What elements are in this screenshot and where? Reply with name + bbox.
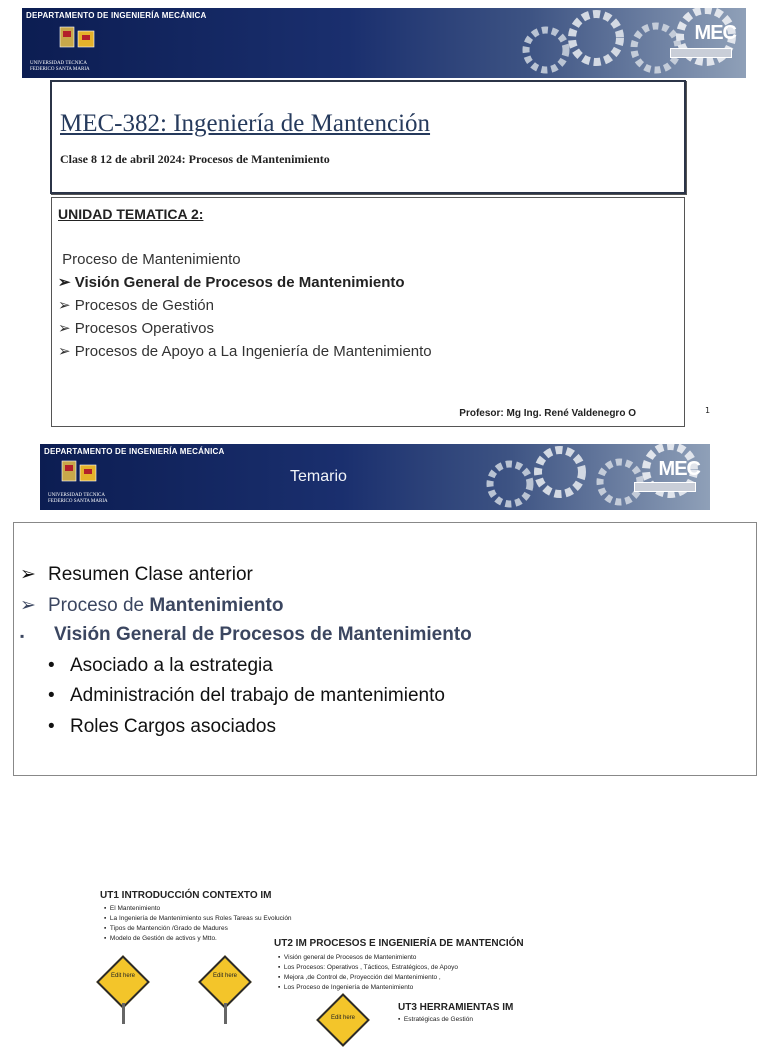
class-line: Clase 8 12 de abril 2024: Procesos de Mantenimiento xyxy=(60,152,330,166)
list-item: ➢ Visión General de Procesos de Mantenimiento xyxy=(58,274,405,291)
list-item: Proceso de Mantenimiento xyxy=(62,251,241,268)
list-item: ▪ Estratégicas de Gestión xyxy=(398,1016,473,1023)
list-item: • Roles Cargos asociados xyxy=(48,716,276,737)
university-crest-icon xyxy=(60,459,100,487)
mec-logo-bar xyxy=(634,482,696,492)
mec-logo-bar xyxy=(670,48,732,58)
list-item: ▪ Los Proceso de Ingeniería de Mantenimiento xyxy=(278,984,414,991)
temario-banner xyxy=(40,444,710,510)
sign-label: Edit here xyxy=(330,1015,355,1021)
university-name: UNIVERSIDAD TECNICA FEDERICO SANTA MARIA xyxy=(30,61,90,72)
university-crest-icon xyxy=(58,25,98,53)
sign-label: Edit here xyxy=(212,973,237,979)
list-item: • Administración del trabajo de mantenimiento xyxy=(48,685,445,706)
ut1-title: UT1 INTRODUCCIÓN CONTEXTO IM xyxy=(100,890,272,901)
department-label: DEPARTAMENTO DE INGENIERÍA MECÁNICA xyxy=(26,11,207,20)
list-item: ➢ Resumen Clase anterior xyxy=(20,564,253,585)
university-name: UNIVERSIDAD TECNICA FEDERICO SANTA MARIA xyxy=(48,493,108,504)
unit-box xyxy=(51,197,685,427)
mec-logo: MEC xyxy=(694,22,736,44)
course-title: MEC-382: Ingeniería de Mantención xyxy=(60,110,431,137)
list-item: ▪ Visión general de Procesos de Mantenimiento xyxy=(278,954,417,961)
professor-name: Profesor: Mg Ing. René Valdenegro O xyxy=(459,408,636,419)
sign-pole xyxy=(122,1003,125,1024)
list-item: • Asociado a la estrategia xyxy=(48,655,273,676)
ut2-title: UT2 IM PROCESOS E INGENIERÍA DE MANTENCIÓN xyxy=(274,938,524,949)
list-item: ▪ Modelo de Gestión de activos y Mtto. xyxy=(104,935,217,942)
road-sign-icon xyxy=(96,955,150,1009)
list-item: ➢ Procesos de Gestión xyxy=(58,297,214,314)
road-sign-icon xyxy=(198,955,252,1009)
list-item: ▪ Tipos de Mantención /Grado de Madures xyxy=(104,925,228,932)
unit-title: UNIDAD TEMATICA 2: xyxy=(58,206,204,222)
title-box xyxy=(50,80,686,194)
roadmap-figure xyxy=(90,885,650,1024)
temario-box xyxy=(13,522,757,776)
list-item: ➢ Proceso de Mantenimiento xyxy=(20,595,284,616)
ut3-title: UT3 HERRAMIENTAS IM xyxy=(398,1002,514,1013)
list-item: ▪ El Mantenimiento xyxy=(104,905,161,912)
list-item: ▪ La Ingeniería de Mantenimiento sus Roles Tareas su Evolución xyxy=(104,915,292,922)
temario-title: Temario xyxy=(290,468,347,485)
mec-logo: MEC xyxy=(658,458,700,480)
list-item: ▪ Mejora ,de Control de, Proyección del Mantenimiento , xyxy=(278,974,441,981)
page-number: 1 xyxy=(705,406,711,415)
sign-pole xyxy=(224,1003,227,1024)
list-item: ➢ Procesos de Apoyo a La Ingeniería de Mantenimiento xyxy=(58,343,432,360)
topic-list xyxy=(58,250,432,365)
list-item: ▪ Visión General de Procesos de Mantenimiento xyxy=(20,624,472,645)
sign-label: Edit here xyxy=(110,973,135,979)
list-item: ▪ Los Procesos: Operativos , Tácticos, Estratégicos, de Apoyo xyxy=(278,964,458,971)
header-banner xyxy=(22,8,746,78)
list-item: ➢ Procesos Operativos xyxy=(58,320,214,337)
department-label: DEPARTAMENTO DE INGENIERÍA MECÁNICA xyxy=(44,447,225,456)
